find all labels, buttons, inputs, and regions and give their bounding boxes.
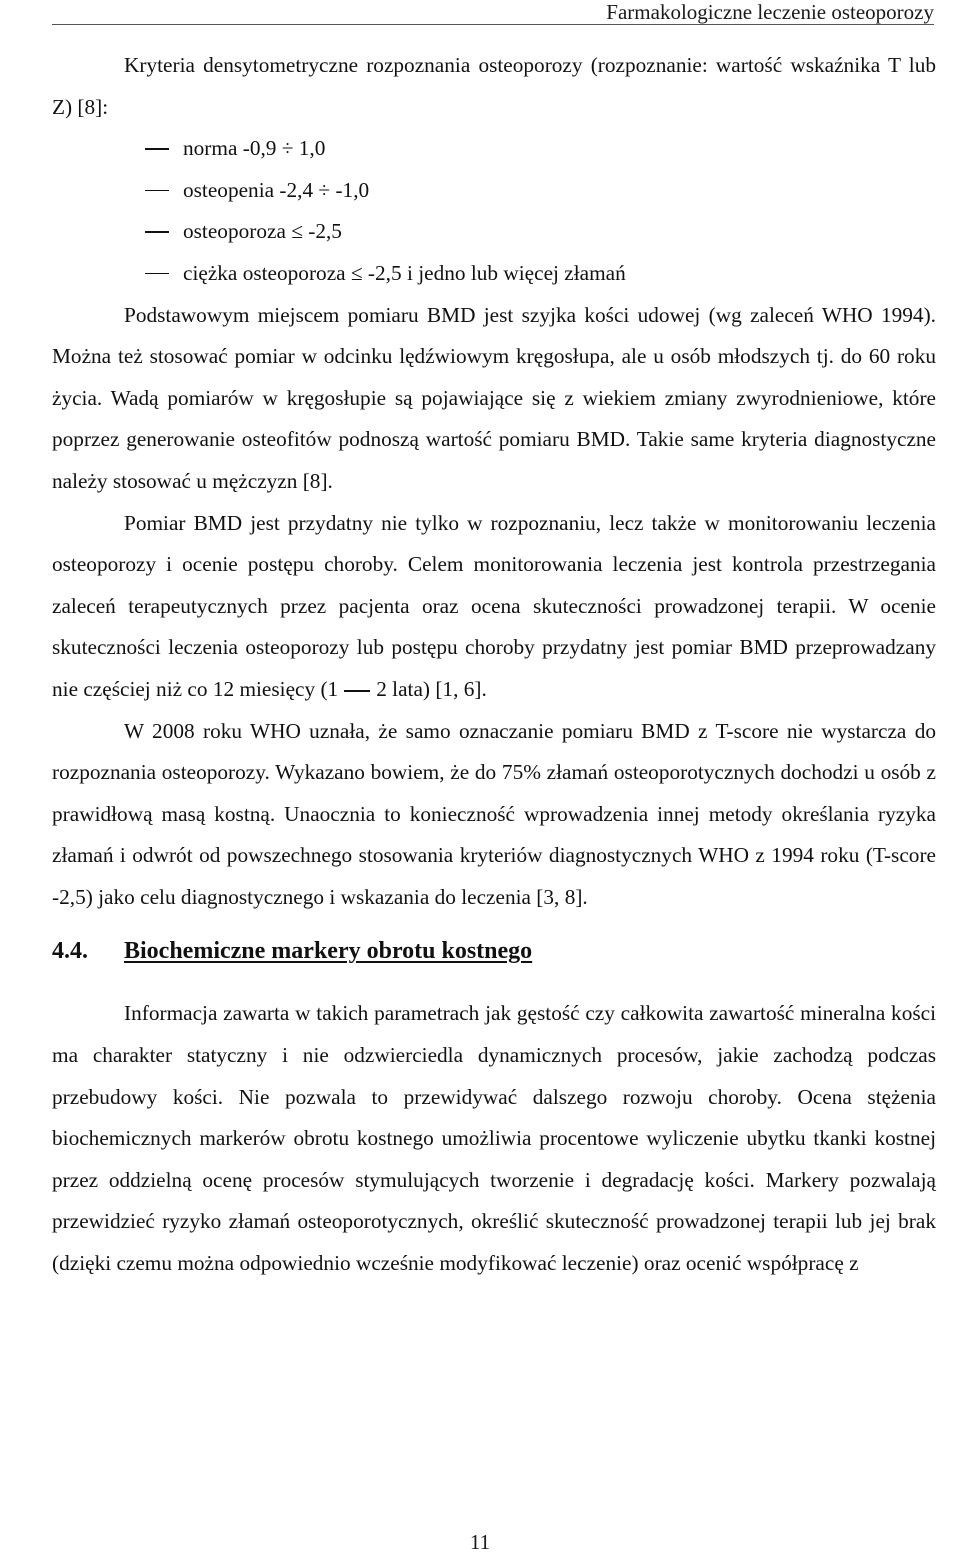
section-number: 4.4.: [52, 938, 88, 965]
dash-bullet-icon: [145, 273, 169, 275]
criterion-osteopenia: osteopenia -2,4 ÷ -1,0: [183, 177, 370, 202]
criterion-normal: norma -0,9 ÷ 1,0: [183, 136, 326, 161]
paragraph-monitoring: [52, 503, 936, 711]
criterion-osteoporosis: osteoporoza ≤ -2,5: [183, 219, 342, 244]
paragraph-bmd-site: Podstawowym miejscem pomiaru BMD jest szyjka kości udowej (wg zaleceń WHO 1994). Można też stosować pomiar w odcinku lędźwiowym kręgosłupa, ale u osób młodszych tj. do 60 roku życia. Wadą pomiarów w kręgosłupie są pojawiające się z wiekiem zmiany zwyrodnieniowe, które poprzez generowanie osteofitów podnoszą wartość pomiaru BMD. Takie same kryteria diagnostyczne należy stosować u mężczyzn [8].: [52, 302, 936, 493]
page-number: 11: [469, 1530, 491, 1554]
paragraph-bone-markers: Informacja zawarta w takich parametrach jak gęstość czy całkowita zawartość mineralna kości ma charakter statyczny i nie odzwierciedla dynamicznych procesów, jakie zachodzą podczas przebudowy kości. Nie pozwala to przewidywać dalszego rozwoju choroby. Ocena stężenia biochemicznych markerów obrotu kostnego umożliwia procentowe wyliczenie ubytku tkanki kostnej przez oddzielną ocenę procesów stymulujących tworzenie i degradację kości. Markery pozwalają przewidzieć ryzyko złamań osteoporotycznych, określić skuteczność prowadzonej terapii lub jej brak (dzięki czemu można odpowiednio wcześnie modyfikować leczenie) oraz ocenić współpracę z: [52, 1001, 936, 1276]
dash-bullet-icon: [145, 148, 169, 150]
paragraph-who-2008: W 2008 roku WHO uznała, że samo oznaczanie pomiaru BMD z T-score nie wystarcza do rozpoznania osteoporozy. Wykazano bowiem, że do 75% złamań osteoporotycznych dochodzi u osób z prawidłową masą kostną. Unaocznia to konieczność wprowadzenia innej metody określania ryzyka złamań i odwrót od powszechnego stosowania kryteriów diagnostycznych WHO z 1994 roku (T-score -2,5) jako celu diagnostycznego i wskazania do leczenia [3, 8].: [52, 718, 936, 909]
list-item: [52, 170, 936, 212]
page-body: [52, 45, 936, 1285]
dash-bullet-icon: [145, 190, 169, 192]
criteria-intro: Kryteria densytometryczne rozpoznania osteoporozy (rozpoznanie: wartość wskaźnika T lub Z) [8]:: [52, 53, 936, 119]
monitoring-range-end: 2 lata) [1, 6].: [376, 676, 487, 701]
dash-bullet-icon: [145, 231, 169, 233]
range-dash-icon: [344, 690, 370, 692]
criterion-severe-osteoporosis: ciężka osteoporoza ≤ -2,5 i jedno lub więcej złamań: [183, 260, 626, 285]
list-item: [52, 211, 936, 253]
criteria-list: [52, 128, 936, 294]
list-item: [52, 128, 936, 170]
section-heading: [52, 918, 936, 993]
running-header: Farmakologiczne leczenie osteoporozy: [52, 0, 934, 25]
monitoring-text: Pomiar BMD jest przydatny nie tylko w rozpoznaniu, lecz także w monitorowaniu leczenia osteoporozy i ocenie postępu choroby. Celem monitorowania leczenia jest kontrola przestrzegania zaleceń terapeutycznych przez pacjenta oraz ocena skuteczności prowadzonej terapii. W ocenie skuteczności leczenia osteoporozy lub postępu choroby przydatny jest pomiar BMD przeprowadzany nie częściej niż co 12 miesięcy (1: [52, 510, 936, 701]
list-item: [52, 253, 936, 295]
section-title: Biochemiczne markery obrotu kostnego: [124, 938, 533, 965]
